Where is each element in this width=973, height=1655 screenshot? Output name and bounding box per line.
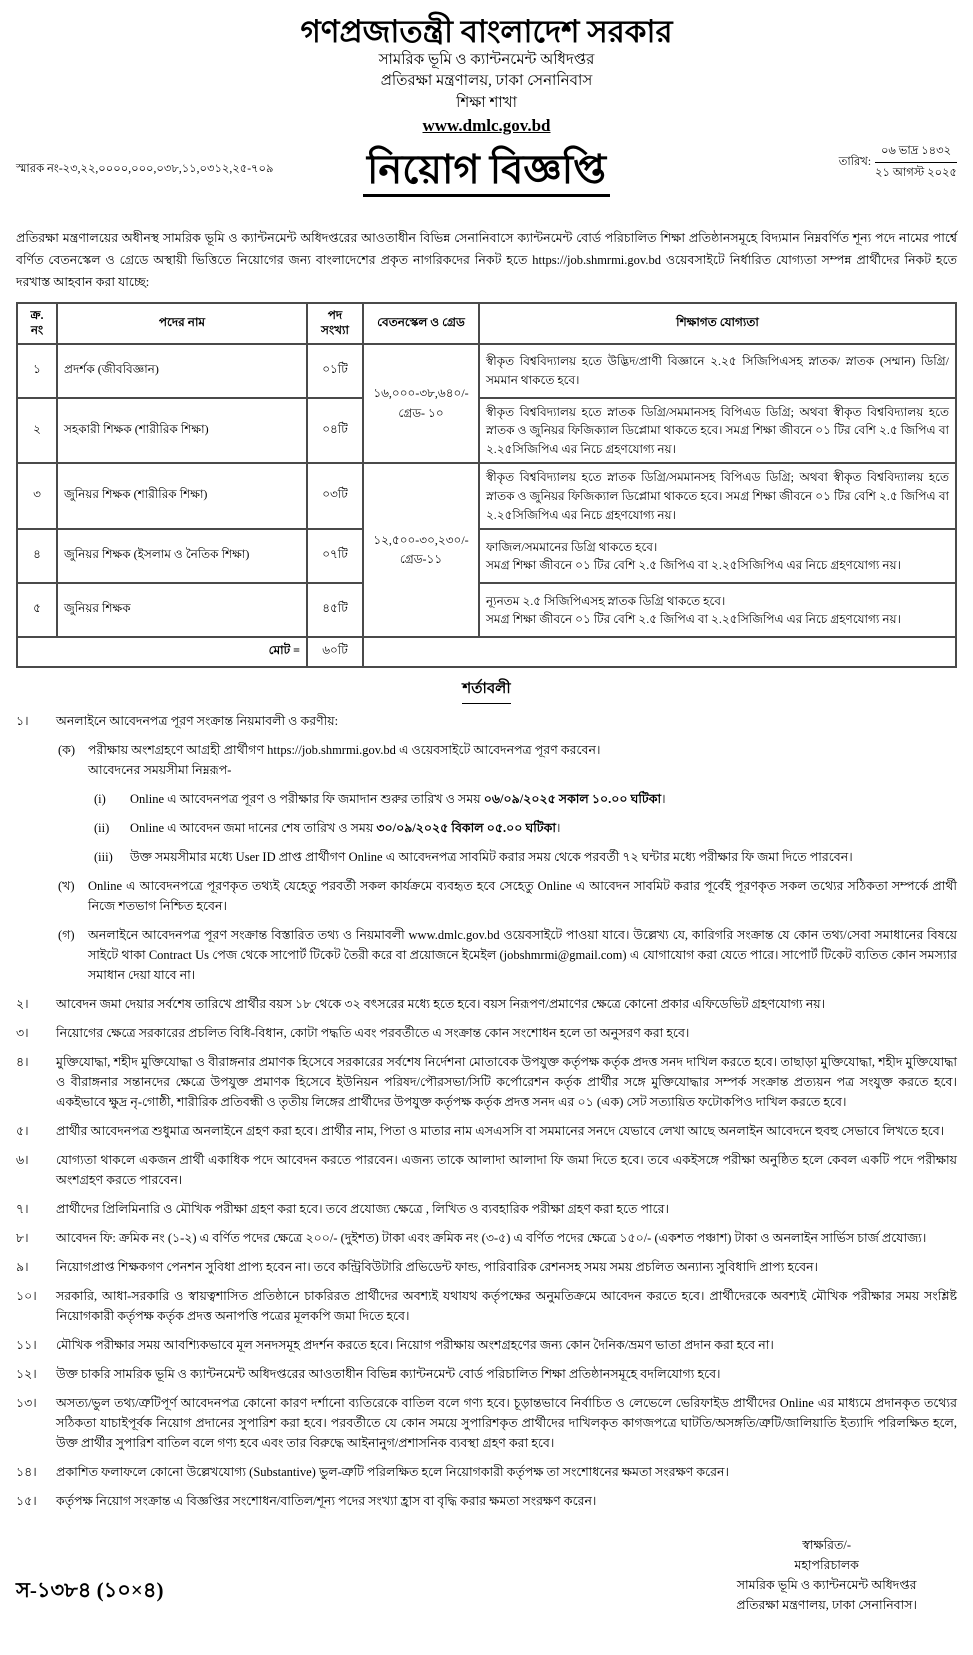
term-text: প্রকাশিত ফলাফলে কোনো উল্লেখযোগ্য (Substantive) ভুল-ত্রুটি পরিলক্ষিত হলে নিয়োগকারী কর্তৃপক্ষ তা সংশোধনের ক্ষমতা সংরক্ষণ করেন। (56, 1465, 729, 1480)
term-sub-item (58, 925, 957, 985)
post-count-cell: ৪৫টি (307, 583, 363, 637)
signature-block (736, 1535, 917, 1615)
bottom-row (16, 1535, 957, 1615)
roman-ii-end: । (555, 821, 561, 836)
term-item (16, 1462, 957, 1482)
pay-grade: গ্রেড- ১০ (398, 405, 444, 420)
term-number: ২। (16, 997, 29, 1012)
term-number: ৪। (16, 1055, 29, 1070)
post-name-cell: প্রদর্শক (জীববিজ্ঞান) (57, 344, 307, 398)
qualification-cell (479, 463, 956, 529)
term-sub-item (58, 740, 957, 780)
term-number: ৯। (16, 1260, 29, 1275)
serial-cell: ২ (17, 398, 57, 464)
term-item (16, 1228, 957, 1248)
term-number: ৫। (16, 1124, 29, 1139)
term-item (16, 1121, 957, 1141)
qualification-cell (479, 398, 956, 464)
pay-amount: ১২,৫০০-৩০,২৩০/- (373, 533, 469, 548)
qualification-text: স্বীকৃত বিশ্ববিদ্যালয় হতে স্নাতক ডিগ্রি/সমমানসহ বিপিএড ডিগ্রি; অথবা স্বীকৃত বিশ্ববিদ্যালয় হতে স্নাতক ও জুনিয়র ফিজিক্যাল ডিপ্লোমা থাকতে হবে। সমগ্র শিক্ষা জীবনে ০১ টির বেশি ২.৫ জিপিএ বা ২.২৫সিজিপিএ এর নিচে গ্রহণযোগ্য নয়। (486, 470, 949, 522)
roman-marker: (ii) (94, 821, 110, 836)
roman-i-text: Online এ আবেদনপত্র পূরণ ও পরীক্ষার ফি জমাদান শুরুর তারিখ ও সময় (130, 792, 481, 807)
term-roman-item (94, 789, 957, 809)
col-serial: ক্র. নং (17, 303, 57, 344)
directorate-name: সামরিক ভূমি ও ক্যান্টনমেন্ট অধিদপ্তর (378, 51, 595, 68)
term-text: প্রার্থীদের প্রিলিমিনারি ও মৌখিক পরীক্ষা গ্রহণ করা হবে। তবে প্রযোজ্য ক্ষেত্রে , লিখিত ও ব্যবহারিক পরীক্ষা গ্রহণ করা হতে পারে। (56, 1202, 670, 1217)
term-text: আবেদন জমা দেয়ার সর্বশেষ তারিখে প্রার্থীর বয়স ১৮ থেকে ৩২ বৎসরের মধ্যে হতে হবে। বয়স নিরূপণ/প্রমাণের ক্ষেত্রে কোনো প্রকার এফিডেভিট গ্রহণযোগ্য নয়। (56, 997, 826, 1012)
term-text: উক্ত চাকরি সামরিক ভূমি ও ক্যান্টনমেন্ট অধিদপ্তরের আওতাধীন বিভিন্ন ক্যান্টনমেন্ট বোর্ড পরিচালিত শিক্ষা প্রতিষ্ঠানসমূহে বদলিযোগ্য হবে। (56, 1367, 721, 1382)
post-name-cell: জুনিয়র শিক্ষক (57, 583, 307, 637)
table-row (17, 463, 956, 529)
qualification-text-2: সমগ্র শিক্ষা জীবনে ০১ টির বেশি ২.৫ জিপিএ বা ২.২৫সিজিপিএ এর নিচে গ্রহণযোগ্য নয়। (486, 612, 901, 627)
total-count: ৬০টি (307, 637, 363, 667)
sub-item-marker: (গ) (58, 928, 75, 943)
signatory-ministry: প্রতিরক্ষা মন্ত্রণালয়, ঢাকা সেনানিবাস। (736, 1598, 917, 1613)
roman-i-end: । (661, 792, 666, 807)
post-name-cell: জুনিয়র শিক্ষক (শারীরিক শিক্ষা) (57, 463, 307, 529)
date-block (839, 142, 957, 183)
masthead (16, 140, 957, 218)
qualification-cell (479, 583, 956, 637)
term-item (16, 1393, 957, 1453)
terms-heading: শর্তাবলী (462, 677, 510, 704)
term-item (16, 1364, 957, 1384)
term-text: যোগ্যতা থাকলে একজন প্রার্থী একাধিক পদে আবেদন করতে পারবেন। এজন্য তাকে আলাদা আলাদা ফি জমা দিতে হবে। তবে একইসঙ্গে পরীক্ষা অনুষ্ঠিত হলে কেবল একটি পদে পরীক্ষায় অংশগ্রহণ করতে পারবেন। (56, 1153, 957, 1188)
term-item (16, 711, 957, 731)
term-text: অসত্য/ভুল তথ্য/ত্রুটিপূর্ণ আবেদনপত্র কোনো কারণ দর্শানো ব্যতিরেকে বাতিল বলে গণ্য হবে। চূড়ান্তভাবে নির্বাচিত ও লেভেলে ভেরিফাইড প্রার্থীদের Online এর মাধ্যমে প্রদানকৃত তথ্যের সঠিকতা যাচাইপূর্বক নিয়োগ প্রদানের সুপারিশ করা হবে। পরবর্তীতে যে কোন সময়ে সুপারিশকৃত প্রার্থীদের দাখিলকৃত কাগজপত্রে ঘাটতি/অসঙ্গতি/ত্রুটি/জালিয়াতি ইত্যাদি পরিলক্ষিত হলে, উক্ত প্রার্থীর সুপারিশ বাতিল বলে গণ্য হবে এবং তার বিরুদ্ধে আইনানুগ/প্রশাসনিক ব্যবস্থা গ্রহণ করা হবে। (56, 1396, 957, 1451)
government-name: গণপ্রজাতন্ত্রী বাংলাদেশ সরকার (300, 14, 673, 49)
col-post-name: পদের নাম (57, 303, 307, 344)
qualification-cell (479, 529, 956, 583)
term-text: মৌখিক পরীক্ষার সময় আবশ্যিকভাবে মূল সনদসমূহ প্রদর্শন করতে হবে। নিয়োগ পরীক্ষায় অংশগ্রহণের জন্য কোন দৈনিক/ভ্রমণ ভাতা প্রদান করা হবে না। (56, 1338, 774, 1353)
serial-cell: ৫ (17, 583, 57, 637)
term-number: ৭। (16, 1202, 29, 1217)
term-number: ১৫। (16, 1494, 37, 1509)
term-item (16, 1150, 957, 1190)
date-gregorian: ২১ আগস্ট ২০২৫ (875, 166, 957, 179)
roman-ii-datetime: ৩০/০৯/২০২৫ বিকাল ০৫.০০ ঘটিকা (376, 821, 556, 836)
notice-title: নিয়োগ বিজ্ঞপ্তি (363, 148, 610, 197)
table-total-row (17, 637, 956, 667)
term-text: সরকারি, আধা-সরকারি ও স্বায়ত্বশাসিত প্রতিষ্ঠানে চাকরিরত প্রার্থীদের অবশ্যই যথাযথ কর্তৃপক্ষের অনুমতিক্রমে আবেদন করতে হবে। প্রার্থীদেরকে অবশ্যই মৌখিক পরীক্ষার সময় সংশ্লিষ্ট নিয়োগকারী কর্তৃপক্ষ কর্তৃক প্রদত্ত অনাপত্তি পত্রের মূলকপি জমা দিতে হবে। (56, 1289, 957, 1324)
term-number: ১২। (16, 1367, 37, 1382)
term-number: ৬। (16, 1153, 29, 1168)
total-label: মোট = (17, 637, 307, 667)
roman-text (130, 789, 957, 809)
dual-date (875, 142, 957, 183)
term-text: নিয়োগপ্রাপ্ত শিক্ষকগণ পেনশন সুবিধা প্রাপ্য হবেন না। তবে কন্ট্রিবিউটারি প্রভিডেন্ট ফান্ড, পারিবারিক রেশনসহ সময় সময় প্রচলিত অন্যান্য সুবিধাদি প্রাপ্য হবেন। (56, 1260, 819, 1275)
signatory-designation: মহাপরিচালক (794, 1558, 859, 1573)
post-count-cell: ০১টি (307, 344, 363, 398)
ministry-line: প্রতিরক্ষা মন্ত্রণালয়, ঢাকা সেনানিবাস (380, 73, 593, 90)
post-count-cell: ০৩টি (307, 463, 363, 529)
serial-cell: ৪ (17, 529, 57, 583)
pay-grade: গ্রেড-১১ (399, 552, 443, 567)
term-number: ১১। (16, 1338, 37, 1353)
signatory-organization: সামরিক ভূমি ও ক্যান্টনমেন্ট অধিদপ্তর (736, 1578, 917, 1593)
sub-item-marker: (খ) (58, 879, 75, 894)
term-item (16, 994, 957, 1014)
col-post-count: পদ সংখ্যা (307, 303, 363, 344)
pay-scale-cell-grade10 (363, 344, 479, 464)
qualification-text: ন্যূনতম ২.৫ সিজিপিএসহ স্নাতক ডিগ্রি থাকতে হবে। (486, 593, 726, 608)
term-item (16, 1199, 957, 1219)
print-code: স-১৩৮৪ (১০×৪) (16, 1578, 164, 1603)
post-name-cell: জুনিয়র শিক্ষক (ইসলাম ও নৈতিক শিক্ষা) (57, 529, 307, 583)
term-text: প্রার্থীর আবেদনপত্র শুধুমাত্র অনলাইনে গ্রহণ করা হবে। প্রার্থীর নাম, পিতা ও মাতার নাম এসএসসি বা সমমানের সনদে যেভাবে লেখা আছে অনলাইন আবেদনে হুবহু সেভাবে লিখতে হবে। (56, 1124, 945, 1139)
roman-ii-text: Online এ আবেদন জমা দানের শেষ তারিখ ও সময় (130, 821, 374, 836)
term-item (16, 1335, 957, 1355)
roman-iii-text: উক্ত সময়সীমার মধ্যে User ID প্রাপ্ত প্রার্থীগণ Online এ আবেদনপত্র সাবমিট করার সময় থেকে পরবর্তী ৭২ ঘন্টার মধ্যে পরীক্ষার ফি জমা দিতে পারবেন। (130, 850, 853, 865)
term-text: কর্তৃপক্ষ নিয়োগ সংক্রান্ত এ বিজ্ঞপ্তির সংশোধন/বাতিল/শূন্য পদের সংখ্যা হ্রাস বা বৃদ্ধি করার ক্ষমতা সংরক্ষণ করেন। (56, 1494, 597, 1509)
roman-text (130, 818, 957, 838)
term-text: নিয়োগের ক্ষেত্রে সরকারের প্রচলিত বিধি-বিধান, কোটা পদ্ধতি এবং পরবর্তীতে এ সংক্রান্ত কোন সংশোধন হলে তা অনুসরণ করা হবে। (56, 1026, 690, 1041)
qualification-text: স্বীকৃত বিশ্ববিদ্যালয় হতে স্নাতক ডিগ্রি/সমমানসহ বিপিএড ডিগ্রি; অথবা স্বীকৃত বিশ্ববিদ্যালয় হতে স্নাতক ও জুনিয়র ফিজিক্যাল ডিপ্লোমা থাকতে হবে। সমগ্র শিক্ষা জীবনে ০১ টির বেশি ২.৫ জিপিএ বা ২.২৫সিজিপিএ এর নিচে গ্রহণযোগ্য নয়। (486, 404, 949, 456)
post-count-cell: ০৪টি (307, 398, 363, 464)
sub-item-text: অনলাইনে আবেদনপত্র পূরণ সংক্রান্ত বিস্তারিত তথ্য ও নিয়মাবলী www.dmlc.gov.bd ওয়েবসাইটে পাওয়া যাবে। উল্লেখ্য যে, কারিগরি সংক্রান্ত যে কোন তথ্য/সেবা সমাধানের বিষয়ে সাইটে থাকা Contract Us পেজ থেকে সাপোর্ট টিকেট তৈরী করে বা প্রয়োজনে ইমেইল (jobshmrmi@gmail.com) এ যোগাযোগ করা যেতে পারে। সাপোর্ট টিকেট ব্যতিত কোন সমস্যার সমাধান দেয়া যাবে না। (88, 928, 957, 983)
roman-i-datetime: ০৬/০৯/২০২৫ সকাল ১০.০০ ঘটিকা (483, 792, 662, 807)
table-row (17, 344, 956, 398)
term-roman-item (94, 818, 957, 838)
term-item (16, 1286, 957, 1326)
term-sub-item (58, 876, 957, 916)
branch-line: শিক্ষা শাখা (456, 95, 517, 112)
term-roman-item (94, 847, 957, 867)
sub-ka-line2: আবেদনের সময়সীমা নিম্নরূপ- (88, 763, 232, 778)
website-link: www.dmlc.gov.bd (422, 115, 551, 135)
pay-amount: ১৬,০০০-৩৮,৬৪০/- (373, 386, 469, 401)
term-text: মুক্তিযোদ্ধা, শহীদ মুক্তিযোদ্ধা ও বীরাঙ্গনার প্রমাণক হিসেবে সরকারের সর্বশেষ নির্দেশনা মোতাবেক উপযুক্ত কর্তৃপক্ষ কর্তৃক প্রদত্ত সনদ দাখিল করতে হবে। তাছাড়া মুক্তিযোদ্ধা, শহীদ মুক্তিযোদ্ধা ও বীরাঙ্গনার সন্তানদের ক্ষেত্রে উপযুক্ত প্রমাণক হিসেবে ইউনিয়ন পরিষদ/পৌরসভা/সিটি কর্পোরেশন কর্তৃক প্রার্থীর সঙ্গে মুক্তিযোদ্ধার সম্পর্ক সংক্রান্ত প্রত্যয়ন পত্র সংযুক্ত করতে হবে। একইভাবে ক্ষুদ্র নৃ-গোষ্ঠী, শারীরিক প্রতিবন্ধী ও তৃতীয় লিঙ্গের প্রার্থীদের উপযুক্ত কর্তৃপক্ষ কর্তৃক প্রদত্ত সনদ এর ০১ (এক) সেট সত্যায়িত ফটোকপিও দাখিল করতে হবে। (56, 1055, 957, 1110)
table-row (17, 529, 956, 583)
posts-table (16, 302, 957, 669)
term-item (16, 1491, 957, 1511)
post-name-cell: সহকারী শিক্ষক (শারীরিক শিক্ষা) (57, 398, 307, 464)
table-row (17, 398, 956, 464)
roman-marker: (iii) (94, 850, 113, 865)
term-number: ৩। (16, 1026, 29, 1041)
term-number: ১৩। (16, 1396, 37, 1411)
post-count-cell: ০৭টি (307, 529, 363, 583)
sub-ka-line1: পরীক্ষায় অংশগ্রহণে আগ্রহী প্রার্থীগণ https://job.shmrmi.gov.bd এ ওয়েবসাইটে আবেদনপত্র পূরণ করবেন। (88, 743, 601, 758)
term-number: ১০। (16, 1289, 37, 1304)
serial-cell: ১ (17, 344, 57, 398)
term-number: ৮। (16, 1231, 29, 1246)
serial-cell: ৩ (17, 463, 57, 529)
date-bengali-calendar: ০৬ ভাদ্র ১৪৩২ (875, 142, 957, 163)
col-pay-scale: বেতনস্কেল ও গ্রেড (363, 303, 479, 344)
total-empty-cell (363, 637, 956, 667)
sub-item-text: Online এ আবেদনপত্রে পূরণকৃত তথ্যই যেহেতু পরবর্তী সকল কার্যক্রমে ব্যবহৃত হবে সেহেতু Online এ আবেদন সাবমিট করার পূর্বেই পূরণকৃত সকল তথ্যের সঠিকতা সম্পর্কে প্রার্থী নিজে শতভাগ নিশ্চিত হবেন। (88, 879, 957, 914)
qualification-text: ফাজিল/সমমানের ডিগ্রি থাকতে হবে। (486, 539, 658, 554)
signed-label: স্বাক্ষরিত/- (802, 1538, 852, 1553)
term-text: আবেদন ফি: ক্রমিক নং (১-২) এ বর্ণিত পদের ক্ষেত্রে ২০০/- (দুইশত) টাকা এবং ক্রমিক নং (৩-৫) এ বর্ণিত পদের ক্ষেত্রে ১৫০/- (একশত পঞ্চাশ) টাকা ও অনলাইন সার্ভিস চার্জ প্রযোজ্য। (56, 1231, 927, 1246)
intro-paragraph: প্রতিরক্ষা মন্ত্রণালয়ের অধীনস্থ সামরিক ভূমি ও ক্যান্টনমেন্ট অধিদপ্তরের আওতাধীন বিভিন্ন সেনানিবাসে ক্যান্টনমেন্ট বোর্ড পরিচালিত শিক্ষা প্রতিষ্ঠানসমূহে বিদ্যমান নিম্নবর্ণিত শূন্য পদে নামের পার্শ্বে বর্ণিত বেতনস্কেল ও গ্রেডে অস্থায়ী ভিত্তিতে নিয়োগের জন্য বাংলাদেশের প্রকৃত নাগরিকদের নিকট হতে https://job.shmrmi.gov.bd ওয়েবসাইটে নির্ধারিত যোগ্যতা সম্পন্ন প্রার্থীদের নিকট হতে দরখাস্ত আহবান করা যাচ্ছে: (16, 230, 957, 289)
term-number: ১৪। (16, 1465, 37, 1480)
term-number: ১। (16, 714, 29, 729)
qualification-cell (479, 344, 956, 398)
table-row (17, 583, 956, 637)
term-text: অনলাইনে আবেদনপত্র পূরণ সংক্রান্ত নিয়মাবলী ও করণীয়: (56, 714, 339, 729)
qualification-text: স্বীকৃত বিশ্ববিদ্যালয় হতে উদ্ভিদ/প্রাণী বিজ্ঞানে ২.২৫ সিজিপিএসহ স্নাতক/ স্নাতক (সম্মান) ডিগ্রি/সমমান থাকতে হবে। (486, 354, 949, 387)
term-item (16, 1257, 957, 1277)
sub-item-text (88, 740, 957, 780)
sub-item-marker: (ক) (58, 743, 76, 758)
pay-scale-cell-grade11 (363, 463, 479, 637)
date-label: তারিখ: (838, 155, 872, 168)
qualification-text-2: সমগ্র শিক্ষা জীবনে ০১ টির বেশি ২.৫ জিপিএ বা ২.২৫সিজিপিএ এর নিচে গ্রহণযোগ্য নয়। (486, 558, 901, 573)
table-header-row (17, 303, 956, 344)
term-item (16, 1023, 957, 1043)
roman-marker: (i) (94, 792, 106, 807)
memo-number: স্মারক নং-২৩,২২,০০০০,০০০,০৩৮,১১,০৩১২,২৫-৭০৯ (16, 162, 274, 175)
term-item (16, 1052, 957, 1112)
col-qualification: শিক্ষাগত যোগ্যতা (479, 303, 956, 344)
